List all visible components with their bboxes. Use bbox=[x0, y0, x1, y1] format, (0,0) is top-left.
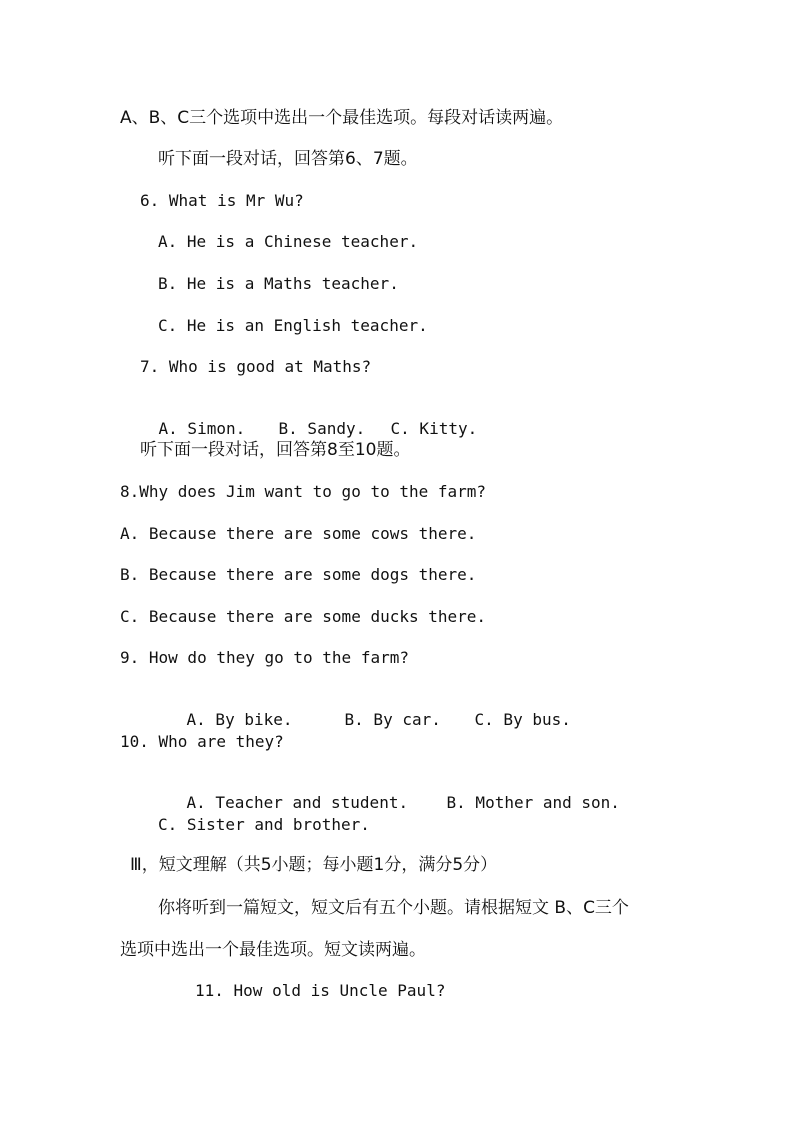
dialog-1-instruction: 听下面一段对话，回答第6、7题。 bbox=[158, 149, 418, 169]
question-8: 8.Why does Jim want to go to the farm? bbox=[120, 482, 487, 501]
section-3-title: Ⅲ，短文理解（共5小题；每小题1分，满分5分） bbox=[130, 855, 498, 875]
question-6-option-c: C. He is an English teacher. bbox=[158, 316, 428, 335]
question-7-option-c: C. Kitty. bbox=[390, 419, 478, 438]
question-10: 10. Who are they? bbox=[120, 732, 284, 751]
question-6: 6. What is Mr Wu? bbox=[140, 191, 304, 210]
question-9-option-c: C. By bus. bbox=[474, 710, 571, 729]
question-10-option-a: A. Teacher and student. bbox=[186, 793, 409, 812]
question-11: 11. How old is Uncle Paul? bbox=[195, 981, 446, 1000]
question-7: 7. Who is good at Maths? bbox=[140, 357, 372, 376]
question-9-option-a: A. By bike. bbox=[186, 710, 293, 729]
question-6-option-b: B. He is a Maths teacher. bbox=[158, 274, 399, 293]
dialog-2-instruction: 听下面一段对话，回答第8至10题。 bbox=[140, 440, 411, 460]
question-9: 9. How do they go to the farm? bbox=[120, 648, 409, 667]
question-8-option-a: A. Because there are some cows there. bbox=[120, 524, 477, 543]
question-7-option-b: B. Sandy. bbox=[278, 419, 366, 438]
question-9-option-b: B. By car. bbox=[344, 710, 441, 729]
section-3-instruction-line-2: 选项中选出一个最佳选项。短文读两遍。 bbox=[120, 940, 426, 960]
question-8-option-c: C. Because there are some ducks there. bbox=[120, 607, 487, 626]
question-7-option-a: A. Simon. bbox=[158, 419, 246, 438]
section-intro-text: A、B、C三个选项中选出一个最佳选项。每段对话读两遍。 bbox=[120, 108, 564, 128]
question-8-option-b: B. Because there are some dogs there. bbox=[120, 565, 477, 584]
question-10-option-b: B. Mother and son. bbox=[446, 793, 620, 812]
section-3-instruction-line-1: 你将听到一篇短文，短文后有五个小题。请根据短文 B、C三个 bbox=[158, 898, 629, 918]
question-10-option-c: C. Sister and brother. bbox=[158, 815, 370, 834]
question-6-option-a: A. He is a Chinese teacher. bbox=[158, 232, 419, 251]
